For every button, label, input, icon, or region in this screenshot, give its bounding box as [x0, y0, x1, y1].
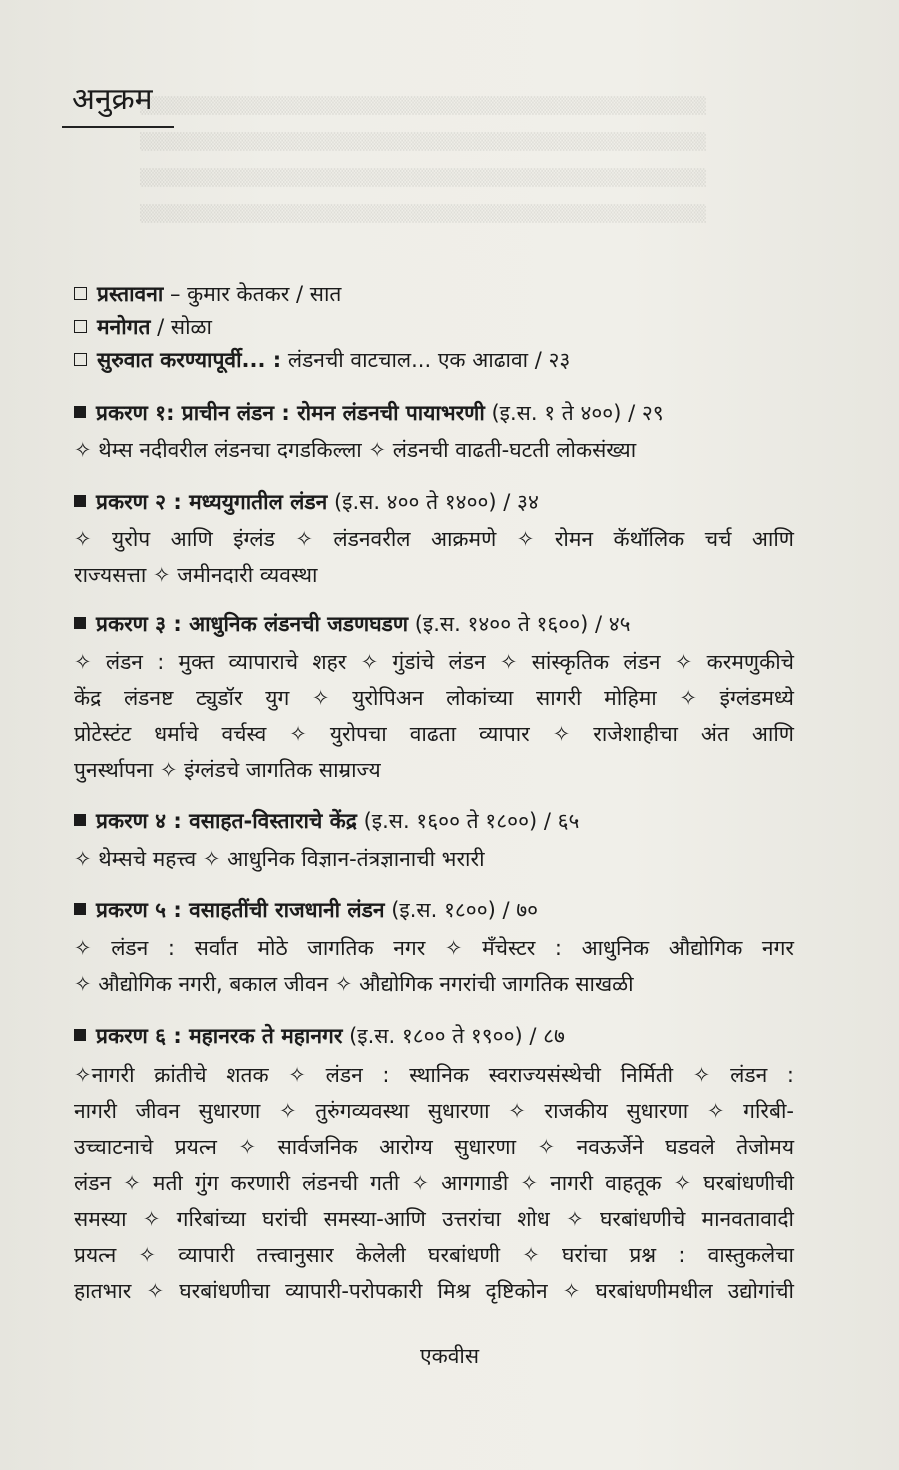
- chapter-topics-line: ✧ थेम्स नदीवरील लंडनचा दगडकिल्ला ✧ लंडनची वाढती-घटती लोकसंख्या: [74, 438, 637, 462]
- square-bullet-icon: [74, 903, 86, 915]
- chapter-topics-line: केंद्र लंडनष्ट ट्युडॉर युग ✧ युरोपिअन लोकांच्या सागरी मोहिमा ✧ इंग्लंडमध्ये: [74, 686, 794, 710]
- chapter-title: प्रकरण १: प्राचीन लंडन : रोमन लंडनची पायाभरणी: [96, 401, 485, 425]
- square-bullet-icon: [74, 814, 86, 826]
- entry-title: प्रस्तावना: [97, 282, 164, 306]
- front-matter-item[interactable]: [74, 277, 794, 311]
- checkbox-bullet-icon: [74, 353, 87, 366]
- chapter-topics-line: ✧ औद्योगिक नगरी, बकाल जीवन ✧ औद्योगिक नगरांची जागतिक साखळी: [74, 972, 634, 996]
- chapter-topics-line: ✧नागरी क्रांतीचे शतक ✧ लंडन : स्थानिक स्वराज्यसंस्थेची निर्मिती ✧ लंडन :: [74, 1063, 794, 1087]
- chapter-title: प्रकरण २ : मध्ययुगातील लंडन: [96, 490, 328, 514]
- chapter-topics-line: ✧ लंडन : मुक्त व्यापाराचे शहर ✧ गुंडांचे लंडन ✧ सांस्कृतिक लंडन ✧ करमणुकीचे: [74, 650, 794, 674]
- entry-page: / सोळा: [150, 315, 212, 339]
- chapter-page: (इ.स. १ ते ४००) / २९: [484, 401, 664, 425]
- square-bullet-icon: [74, 495, 86, 507]
- square-bullet-icon: [74, 1029, 86, 1041]
- entry-page: लंडनची वाटचाल... एक आढावा / २३: [281, 348, 571, 372]
- chapter-topics-line: हातभार ✧ घरबांधणीचा व्यापारी-परोपकारी मिश्र दृष्टिकोन ✧ घरबांधणीमधील उद्योगांची: [74, 1279, 794, 1303]
- chapter-entry[interactable]: [74, 804, 794, 838]
- chapter-topics-line: राज्यसत्ता ✧ जमीनदारी व्यवस्था: [74, 563, 318, 587]
- chapter-title: प्रकरण ५ : वसाहतींची राजधानी लंडन: [96, 898, 385, 922]
- chapter-title: प्रकरण ४ : वसाहत-विस्ताराचे केंद्र: [96, 809, 357, 833]
- chapter-topics-line: लंडन ✧ मती गुंग करणारी लंडनची गती ✧ आगगाडी ✧ नागरी वाहतूक ✧ घरबांधणीची: [74, 1171, 794, 1195]
- chapter-topics-line: ✧ युरोप आणि इंग्लंड ✧ लंडनवरील आक्रमणे ✧ रोमन कॅथॉलिक चर्च आणि: [74, 527, 794, 551]
- bleed-through-texture: ▒▒▒▒▒▒▒▒▒▒▒▒▒▒▒▒▒▒▒▒▒▒▒▒▒▒▒▒▒▒▒▒▒▒▒▒▒▒▒▒▒▒▒▒▒▒ ▒▒▒▒▒▒▒▒▒▒▒▒▒▒▒▒▒▒▒▒▒▒▒▒▒▒▒▒▒▒▒▒▒▒▒▒▒▒▒▒▒▒▒▒▒▒ ▒▒▒▒▒▒▒▒▒▒▒▒▒▒▒▒▒▒▒▒▒▒▒▒▒▒▒▒▒▒▒▒▒▒▒▒▒▒▒▒▒▒▒▒▒▒ ▒▒▒▒▒▒▒▒▒▒▒▒▒▒▒▒▒▒▒▒▒▒▒▒▒▒▒▒▒▒▒▒▒▒▒▒▒▒▒▒▒▒▒▒▒▒: [140, 96, 707, 223]
- chapter-topics-line: ✧ थेम्सचे महत्त्व ✧ आधुनिक विज्ञान-तंत्रज्ञानाची भरारी: [74, 847, 485, 871]
- chapter-topics-line: प्रयत्न ✧ व्यापारी तत्त्वानुसार केलेली घरबांधणी ✧ घरांचा प्रश्न : वास्तुकलेचा: [74, 1243, 794, 1267]
- checkbox-bullet-icon: [74, 320, 87, 333]
- front-matter-item[interactable]: [74, 310, 794, 344]
- chapter-entry[interactable]: [74, 607, 794, 641]
- entry-title: मनोगत: [97, 315, 151, 339]
- chapter-title: प्रकरण ३ : आधुनिक लंडनची जडणघडण: [96, 612, 409, 636]
- heading-underline: [62, 126, 174, 128]
- square-bullet-icon: [74, 406, 86, 418]
- chapter-entry[interactable]: [74, 485, 794, 519]
- chapter-page: (इ.स. ४०० ते १४००) / ३४: [327, 490, 539, 514]
- chapter-topics-line: नागरी जीवन सुधारणा ✧ तुरुंगव्यवस्था सुधारणा ✧ राजकीय सुधारणा ✧ गरिबी-: [74, 1099, 794, 1123]
- front-matter-item[interactable]: [74, 343, 794, 377]
- chapter-title: प्रकरण ६ : महानरक ते महानगर: [96, 1024, 343, 1048]
- chapter-topics-line: उच्चाटनाचे प्रयत्न ✧ सार्वजनिक आरोग्य सुधारणा ✧ नवऊर्जेने घडवले तेजोमय: [74, 1135, 794, 1159]
- chapter-page: (इ.स. १४०० ते १६००) / ४५: [408, 612, 631, 636]
- entry-title: सुरुवात करण्यापूर्वी... :: [97, 348, 282, 372]
- chapter-topics-line: ✧ लंडन : सर्वांत मोठे जागतिक नगर ✧ मँचेस्टर : आधुनिक औद्योगिक नगर: [74, 936, 794, 960]
- chapter-topics-line: पुनर्स्थापना ✧ इंग्लंडचे जागतिक साम्राज्य: [74, 758, 381, 782]
- page-number-footer: एकवीस: [419, 1344, 480, 1368]
- checkbox-bullet-icon: [74, 287, 87, 300]
- chapter-entry[interactable]: [74, 893, 794, 927]
- chapter-topics-line: समस्या ✧ गरिबांच्या घरांची समस्या-आणि उत्तरांचा शोध ✧ घरबांधणीचे मानवतावादी: [74, 1207, 794, 1231]
- contents-heading: अनुक्रम: [72, 82, 153, 117]
- square-bullet-icon: [74, 617, 86, 629]
- chapter-page: (इ.स. १८००) / ७०: [384, 898, 539, 922]
- chapter-page: (इ.स. १६०० ते १८००) / ६५: [356, 809, 580, 833]
- chapter-topics-line: प्रोटेस्टंट धर्माचे वर्चस्व ✧ युरोपचा वाढता व्यापार ✧ राजेशाहीचा अंत आणि: [74, 722, 794, 746]
- chapter-entry[interactable]: [74, 396, 794, 430]
- entry-page: – कुमार केतकर / सात: [163, 282, 342, 306]
- chapter-page: (इ.स. १८०० ते १९००) / ८७: [342, 1024, 565, 1048]
- chapter-entry[interactable]: [74, 1019, 794, 1053]
